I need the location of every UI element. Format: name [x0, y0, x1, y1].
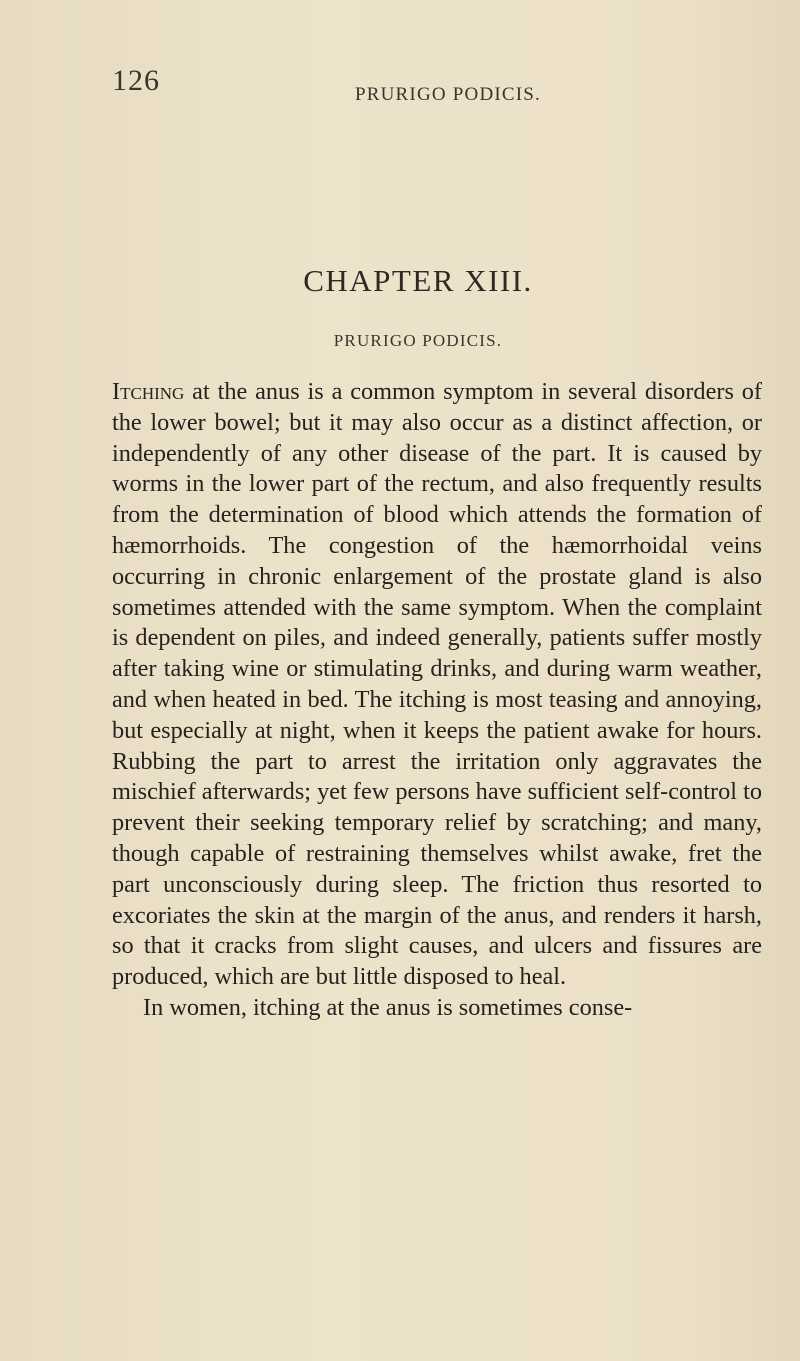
chapter-subtitle: PRURIGO PODICIS.	[333, 331, 503, 350]
chapter-title: CHAPTER XIII.	[303, 263, 533, 298]
paragraph-1	[112, 377, 762, 993]
page-number: 126	[112, 64, 160, 97]
paragraph-2: In women, itching at the anus is sometimes conse-	[143, 993, 633, 1021]
running-head: PRURIGO PODICIS.	[355, 84, 542, 105]
paragraph-lead-word: Itching	[112, 378, 185, 405]
paragraph-1-text: at the anus is a common symptom in several disorders of the lower bowel; but it may also occur as a distinct affection, or independently of any other disease of the part. It is caused by worms in the lower part of the rectum, and also frequently results from the determination of blood which attends the formation of hæmorrhoids. The congestion of the hæmorrhoidal veins occurring in chronic enlargement of the prostate gland is also sometimes attended with the same symptom. When the complaint is dependent on piles, and indeed generally, patients suffer mostly after taking wine or stimulating drinks, and during warm weather, and when heated in bed. The itching is most teasing and annoying, but especially at night, when it keeps the patient awake for hours. Rubbing the part to arrest the irritation only aggravates the mischief afterwards; yet few persons have sufficient self-control to prevent their seeking temporary relief by scratching; and many, though capable of restraining themselves whilst awake, fret the part unconsciously during sleep. The friction thus resorted to excoriates the skin at the margin of the anus, and renders it harsh, so that it cracks from slight causes, and ulcers and fissures are produced, which are but little disposed to heal.	[112, 378, 762, 991]
body-text	[112, 377, 762, 1024]
